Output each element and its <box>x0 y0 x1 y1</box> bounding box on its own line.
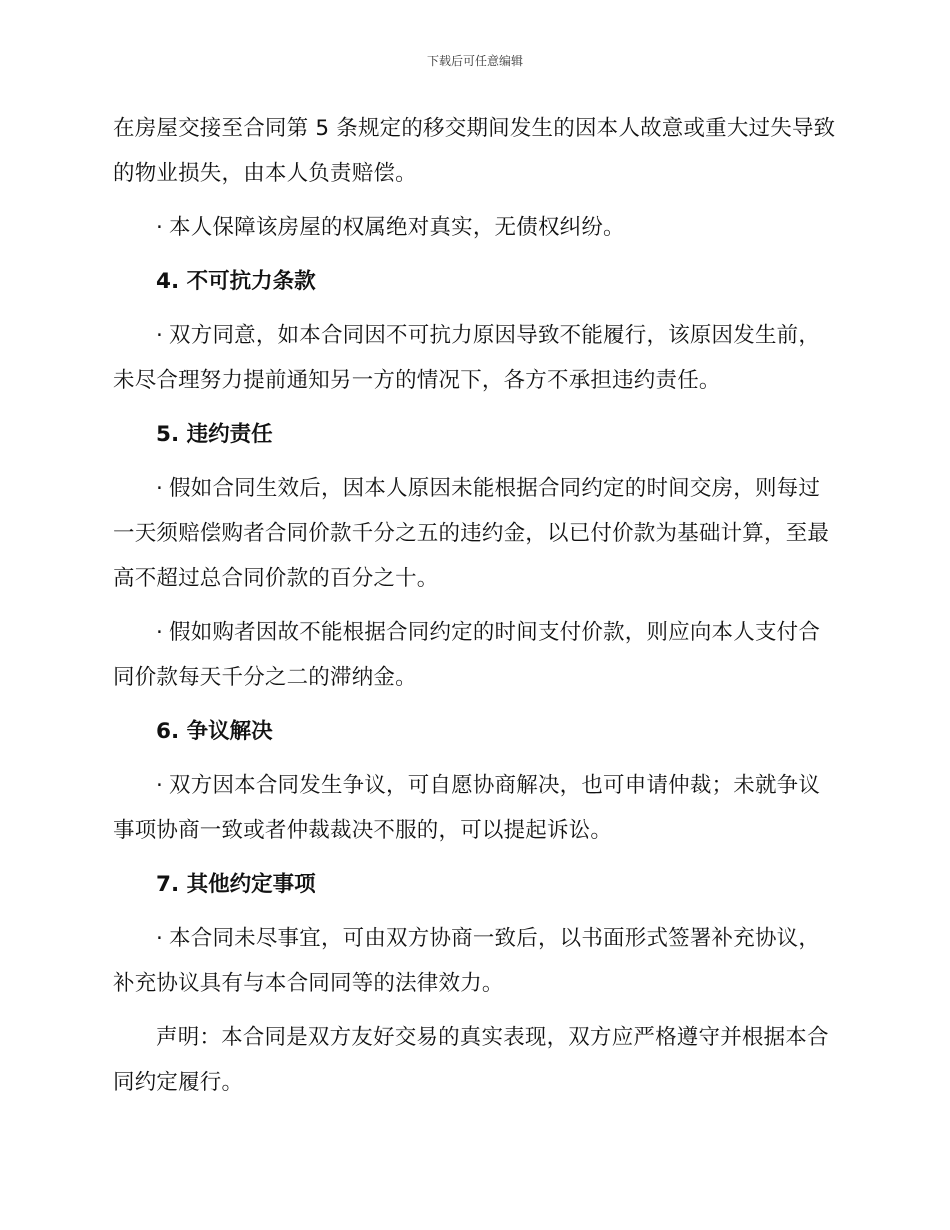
force-majeure-clause-text: 双方同意，如本合同因不可抗力原因导致不能履行，该原因发生前，未尽合理努力提前通知另一方的情况下，各方不承担违约责任。 <box>113 323 821 393</box>
ownership-clause <box>113 205 838 250</box>
intro-paragraph: 在房屋交接至合同第 5 条规定的移交期间发生的因本人故意或重大过失导致的物业损失，由本人负责赔偿。 <box>113 116 836 186</box>
breach-clause-buyer-text: 假如购者因故不能根据合同约定的时间支付价款，则应向本人支付合同价款每天千分之二的滞纳金。 <box>113 620 821 690</box>
page-header-note: 下载后可任意编辑 <box>426 54 523 68</box>
other-clause <box>113 916 838 1006</box>
other-clause-text: 本合同未尽事宜，可由双方协商一致后，以书面形式签署补充协议，补充协议具有与本合同同等的法律效力。 <box>113 926 821 996</box>
bullet-marker: · <box>156 215 164 240</box>
ownership-clause-text: 本人保障该房屋的权属绝对真实，无债权纠纷。 <box>169 215 625 240</box>
bullet-marker: · <box>156 773 164 798</box>
breach-clause-seller-text: 假如合同生效后，因本人原因未能根据合同约定的时间交房，则每过一天须赔偿购者合同价款千分之五的违约金，以已付价款为基础计算，至最高不超过总合同价款的百分之十。 <box>113 476 830 591</box>
breach-clause-seller <box>113 466 838 601</box>
force-majeure-clause <box>113 313 838 403</box>
bullet-marker: · <box>156 476 164 501</box>
document-body <box>113 106 838 1105</box>
breach-clause-buyer <box>113 610 838 700</box>
dispute-clause <box>113 763 838 853</box>
section-heading-other: 7. 其他约定事项 <box>156 872 316 897</box>
bullet-marker: · <box>156 323 164 348</box>
section-heading-dispute: 6. 争议解决 <box>156 719 273 744</box>
dispute-clause-text: 双方因本合同发生争议，可自愿协商解决，也可申请仲裁；未就争议事项协商一致或者仲裁裁决不服的，可以提起诉讼。 <box>113 773 821 843</box>
bullet-marker: · <box>156 620 164 645</box>
section-heading-breach: 5. 违约责任 <box>156 422 273 447</box>
section-heading-force-majeure: 4. 不可抗力条款 <box>156 269 316 294</box>
bullet-marker: · <box>156 926 164 951</box>
declaration-paragraph: 声明：本合同是双方友好交易的真实表现，双方应严格遵守并根据本合同约定履行。 <box>113 1025 829 1095</box>
